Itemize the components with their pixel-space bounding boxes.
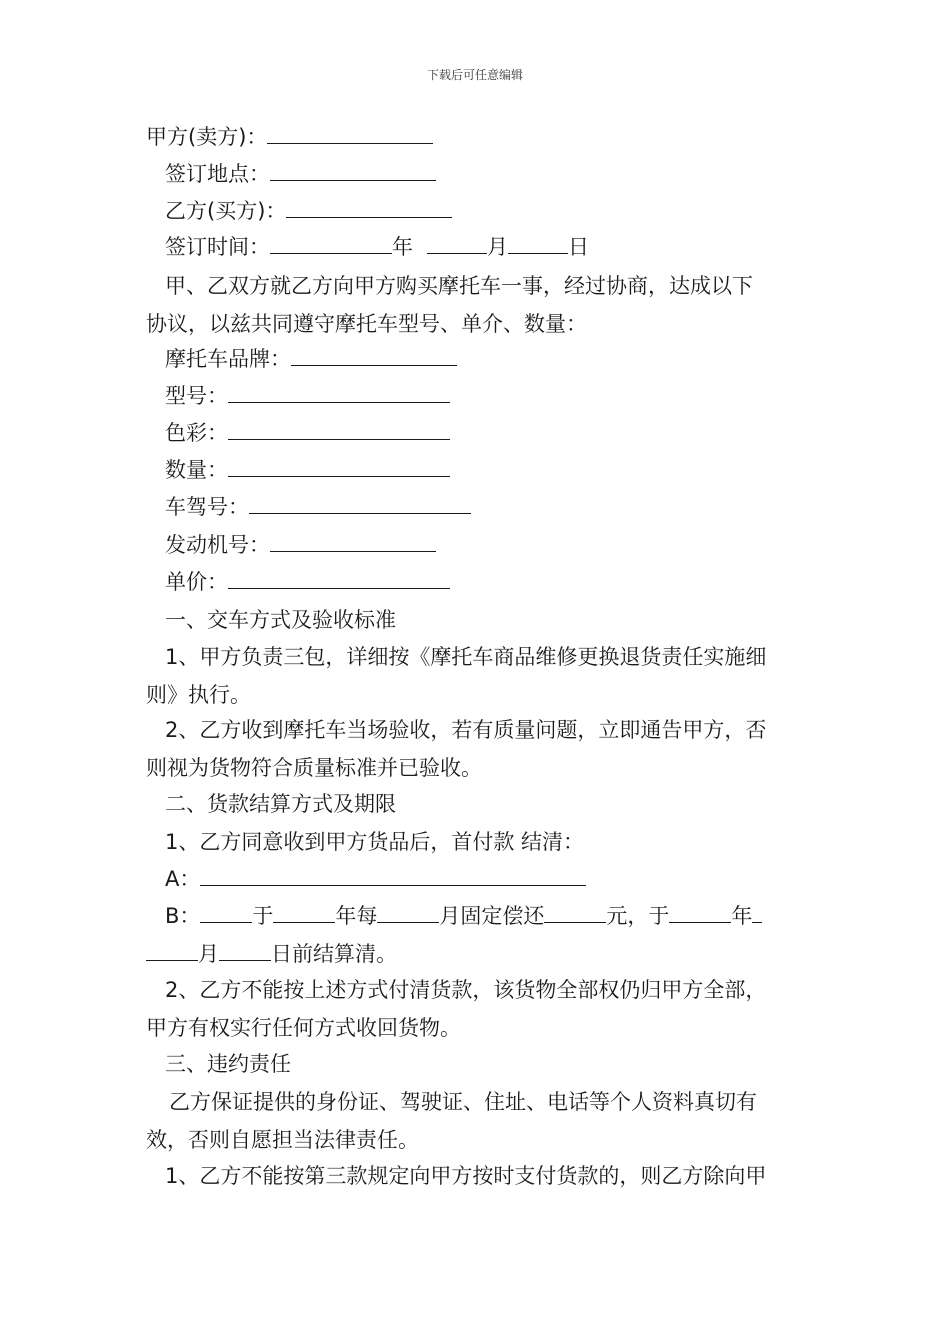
place-blank bbox=[270, 160, 436, 181]
brand-field bbox=[165, 345, 457, 373]
section-3-item-1: 1、乙方不能按第三款规定向甲方按时支付货款的，则乙方除向甲 bbox=[165, 1164, 767, 1188]
year-blank bbox=[270, 233, 392, 254]
b-end-year-blank bbox=[669, 902, 731, 923]
seller-field bbox=[146, 123, 433, 151]
engine-field bbox=[165, 531, 436, 559]
price-label: 单价： bbox=[165, 570, 228, 594]
engine-blank bbox=[270, 531, 436, 552]
seller-label: 甲方(卖方)： bbox=[146, 125, 268, 149]
month-blank bbox=[427, 233, 487, 254]
b-end-month-blank bbox=[146, 940, 198, 961]
day-label: 日 bbox=[568, 235, 589, 259]
section-2-item-2-line-1: 2、乙方不能按上述方式付清货款，该货物全部权仍归甲方全部， bbox=[165, 978, 767, 1002]
option-b-line-2 bbox=[146, 940, 397, 968]
b-nian-label: 年 bbox=[731, 904, 753, 928]
option-b-line-1 bbox=[165, 902, 762, 930]
b-trailing-blank bbox=[752, 902, 762, 923]
option-a-label: A： bbox=[165, 867, 201, 891]
brand-blank bbox=[291, 345, 457, 366]
quantity-field bbox=[165, 456, 450, 484]
buyer-field bbox=[165, 197, 452, 225]
intro-line-1: 甲、乙双方就乙方向甲方购买摩托车一事，经过协商，达成以下 bbox=[165, 274, 753, 298]
quantity-blank bbox=[228, 456, 450, 477]
section-3-para-line-1: 乙方保证提供的身份证、驾驶证、住址、电话等个人资料真切有 bbox=[169, 1090, 757, 1114]
chassis-label: 车驾号： bbox=[165, 495, 249, 519]
intro-line-2: 协议，以兹共同遵守摩托车型号、单介、数量： bbox=[146, 312, 587, 336]
month-label: 月 bbox=[487, 235, 508, 259]
price-field bbox=[165, 568, 450, 596]
brand-label: 摩托车品牌： bbox=[165, 347, 291, 371]
b-yu-label: 于 bbox=[252, 904, 274, 928]
engine-label: 发动机号： bbox=[165, 533, 270, 557]
section-1-item-2-line-1: 2、乙方收到摩托车当场验收，若有质量问题，立即通告甲方，否 bbox=[165, 718, 767, 742]
option-b-label: B： bbox=[165, 904, 201, 928]
chassis-blank bbox=[249, 493, 471, 514]
section-3-heading: 三、违约责任 bbox=[165, 1052, 291, 1076]
section-2-heading: 二、货款结算方式及期限 bbox=[165, 792, 396, 816]
color-field bbox=[165, 419, 450, 447]
b-yuan-label: 元，于 bbox=[606, 904, 670, 928]
model-label: 型号： bbox=[165, 384, 228, 408]
year-label: 年 bbox=[392, 235, 413, 259]
section-1-item-1-line-2: 则》执行。 bbox=[146, 683, 251, 707]
model-field bbox=[165, 382, 450, 410]
section-3-para-line-2: 效，否则自愿担当法律责任。 bbox=[146, 1128, 419, 1152]
b-nianmei-label: 年每 bbox=[335, 904, 378, 928]
place-field bbox=[165, 160, 436, 188]
b-month-blank bbox=[377, 902, 439, 923]
time-label: 签订时间： bbox=[165, 235, 270, 259]
b2-yue-label: 月 bbox=[198, 942, 219, 966]
b-yue-label: 月固定偿还 bbox=[439, 904, 545, 928]
price-blank bbox=[228, 568, 450, 589]
section-1-item-2-line-2: 则视为货物符合质量标准并已验收。 bbox=[146, 756, 482, 780]
section-1-heading: 一、交车方式及验收标准 bbox=[165, 608, 396, 632]
option-a-blank bbox=[200, 865, 586, 886]
b-end-day-blank bbox=[219, 940, 271, 961]
seller-blank bbox=[267, 123, 433, 144]
b-pay-blank bbox=[544, 902, 606, 923]
section-2-item-1: 1、乙方同意收到甲方货品后，首付款 结清： bbox=[165, 830, 585, 854]
b-amount-blank bbox=[200, 902, 252, 923]
buyer-label: 乙方(买方)： bbox=[165, 199, 287, 223]
option-a-field bbox=[165, 865, 586, 893]
color-label: 色彩： bbox=[165, 421, 228, 445]
section-1-item-1-line-1: 1、甲方负责三包，详细按《摩托车商品维修更换退货责任实施细 bbox=[165, 645, 767, 669]
buyer-blank bbox=[286, 197, 452, 218]
time-field bbox=[165, 233, 589, 261]
model-blank bbox=[228, 382, 450, 403]
color-blank bbox=[228, 419, 450, 440]
b-year-blank bbox=[273, 902, 335, 923]
day-blank bbox=[508, 233, 568, 254]
place-label: 签订地点： bbox=[165, 162, 270, 186]
b2-end-label: 日前结算清。 bbox=[271, 942, 397, 966]
page-header-note: 下载后可任意编辑 bbox=[426, 68, 523, 82]
chassis-field bbox=[165, 493, 471, 521]
quantity-label: 数量： bbox=[165, 458, 228, 482]
section-2-item-2-line-2: 甲方有权实行任何方式收回货物。 bbox=[146, 1016, 461, 1040]
